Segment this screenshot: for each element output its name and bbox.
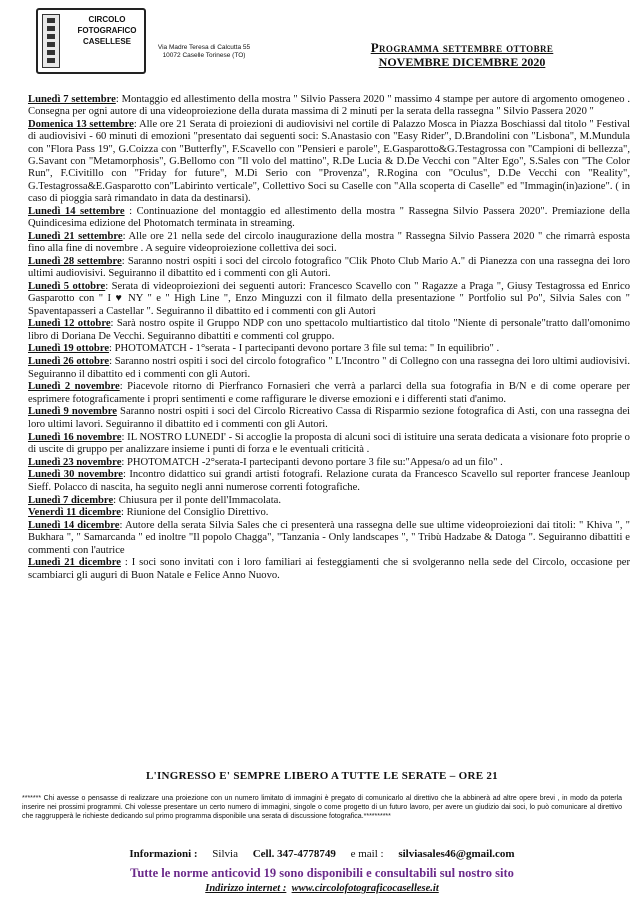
program-entry xyxy=(28,557,630,582)
website-line xyxy=(0,883,644,894)
free-entry-notice: L'INGRESSO E' SEMPRE LIBERO A TUTTE LE SERATE – ORE 21 xyxy=(145,770,498,782)
program-entry xyxy=(28,94,630,119)
entry-date: Lunedì 21 dicembre xyxy=(28,557,121,569)
entry-date: Lunedì 30 novembre xyxy=(28,469,123,481)
logo-line-3: CASELLESE xyxy=(82,37,131,46)
entry-date: Lunedì 26 ottobre xyxy=(28,356,110,368)
program-entry xyxy=(28,457,630,469)
website-label: Indirizzo internet : xyxy=(205,883,287,894)
entry-text: : Incontro didattico sui grandi artisti fotografi. Relazione curata da Francesco Scavello sul reporter francese Jeanloup Sieff. Polacco di nascita, ha seguito negli anni numerose correnti fotografiche. xyxy=(28,469,630,493)
entry-date: Lunedì 19 ottobre xyxy=(28,343,110,355)
program-entry xyxy=(28,318,630,343)
program-entry xyxy=(28,343,630,355)
program-entry xyxy=(28,206,630,231)
entry-date: Lunedì 21 settembre xyxy=(28,230,123,242)
entry-text: : IL NOSTRO LUNEDI' - Si accoglie la proposta di alcuni soci di istituire una serata dedicata a visionare foto proprie o di uscite di gruppo per analizzare insieme i punti di forza e le eventuali criticità . xyxy=(28,431,630,455)
address-line-2: 10072 Caselle Torinese (TO) xyxy=(162,52,246,59)
entry-text: : Saranno nostri ospiti i soci del circolo fotografico "Clik Photo Club Mario A." di Pianezza con una rassegna dei loro ultimi audiovisivi. Seguiranno il dibattito ed i commenti con gli Autori. xyxy=(28,255,630,280)
program-entry xyxy=(28,432,630,457)
entry-text: : Saranno nostri ospiti i soci del circolo fotografico " L'Incontro " di Collegno con una rassegna dei loro ultimi audiovisivi. Seguiranno il dibattito ed i commenti con gli Autori. xyxy=(28,356,631,380)
program-entry xyxy=(28,381,630,406)
entry-text: Saranno nostri ospiti i soci del Circolo Ricreativo Cassa di Risparmio sezione fotografica di Asti, con una rassegna dei loro ultimi lavori. Seguiranno il dibattito ed i commenti con gli Autori. xyxy=(28,406,630,430)
program-entry xyxy=(28,119,630,205)
entry-date: Lunedì 16 novembre xyxy=(28,431,122,443)
entry-date: Domenica 13 settembre xyxy=(28,119,134,131)
entry-text: : Autore della serata Silvia Sales che ci presenterà una rassegna delle sue ultime videoproiezioni dai titoli: " Khiva ", " Bukhara ", " Samarcanda " ed inoltre "Il popolo Chagga", "Tanzania - Only landscapes ", " Tribù Hadzabe & Datoga ". Seguiranno dibattiti e commenti con l'autrice xyxy=(28,520,630,556)
entry-text: : Alle ore 21 nella sede del circolo inaugurazione della mostra " Rassegna Silvio Passera 2020 " che rimarrà esposta fino alla fine di novembre . A seguire videoproiezione collettiva dei soci. xyxy=(28,230,630,255)
entry-date: Lunedì 7 settembre xyxy=(28,94,116,105)
info-label: Informazioni : xyxy=(129,848,198,860)
program-title xyxy=(292,40,632,70)
program-entry xyxy=(28,256,630,281)
program-entry xyxy=(28,507,630,519)
entry-text: : Sarà nostro ospite il Gruppo NDP con uno spettacolo multiartistico dal titolo "Niente di personale"tratto dall'omonimo libro di Doriana De Vecchi. Seguiranno dibattiti e commenti col gruppo. xyxy=(28,318,631,342)
program-entry xyxy=(28,231,630,256)
address-line-1: Via Madre Teresa di Calcutta 55 xyxy=(157,44,251,51)
program-entry xyxy=(28,520,630,557)
entry-text: : I soci sono invitati con i loro familiari ai festeggiamenti che si svolgeranno nella sede del Circolo, occasione per scambiarci gli auguri di Buon Natale e Felice Anno Nuovo. xyxy=(28,557,630,581)
program-entry xyxy=(28,281,630,318)
program-entry xyxy=(28,406,630,431)
anticovid-notice: Tutte le norme anticovid 19 sono disponibili e consultabili sul nostro sito xyxy=(130,866,514,880)
info-email[interactable]: silviasales46@gmail.com xyxy=(398,848,515,860)
entry-text: : Piacevole ritorno di Pierfranco Fornasieri che verrà a parlarci della sua fotografia in B/N e di come operare per esprimere fotograficamente i propri sentimenti e come raffigurare le diverse emozioni e i differenti stati d'animo. xyxy=(28,381,630,405)
entry-date: Lunedì 7 dicembre xyxy=(28,494,114,506)
title-line-2: NOVEMBRE DICEMBRE 2020 xyxy=(378,55,546,69)
entry-date: Lunedì 28 settembre xyxy=(28,255,122,267)
program-entry xyxy=(28,356,630,381)
entry-date: Lunedì 14 dicembre xyxy=(28,520,120,532)
info-name: Silvia xyxy=(212,848,238,860)
entry-text: : Riunione del Consiglio Direttivo. xyxy=(120,507,269,519)
entry-date: Lunedì 23 novembre xyxy=(28,456,122,468)
logo-line-2: FOTOGRAFICO xyxy=(77,26,137,35)
program-entry xyxy=(28,469,630,494)
entry-text: : PHOTOMATCH - 1°serata - I partecipanti devono portare 3 file sul tema: " In equilibrio" . xyxy=(109,343,500,355)
club-address xyxy=(148,44,260,60)
program-list xyxy=(28,94,630,583)
entry-date: Lunedì 2 novembre xyxy=(28,381,120,393)
entry-date: Lunedì 12 ottobre xyxy=(28,318,111,330)
logo-text xyxy=(68,14,146,47)
entry-text: : Alle ore 21 Serata di proiezioni di audiovisivi nel cortile di Palazzo Mosca in Piazza Boschiassi dal titolo " Festival di audiovisivi - 60 minuti di emozioni "presentato dai seguenti soci: S.Anastasio con "Easy Rider", D.Brandolini con "Lisbona", M.Mundula con "Flora Pass 19", G.Coizza con "Butterfly", F.Scavello con "Pensieri e parole", E.Gasparotto&G.Testagrossa con "Campioni di bellezza", G.Savant con "Metamorphosis", G.Bellomo con "Il volo del mattino", R.De Lucia & D.De Vecchi con "Alter Ego", S.Sales con "The Color Run", F.Civitillo con "Friday for future", M.Di Serio con "Provenza", R.Rogina con "Oculus", D.De Vecchi con "Reality", G.Testagrossa&E.Gasparotto con"Labirinto verticale", Collettivo Soci su Caselle con "Alla scoperta di Caselle" ed "Immagin(in)azione". ( in caso di pioggia sarà rimandato in data da destinarsi). xyxy=(28,119,630,204)
title-line-1: Programma settembre ottobre xyxy=(370,40,554,55)
info-cell: Cell. 347-4778749 xyxy=(252,848,336,860)
entry-text: : Continuazione del montaggio ed allestimento della mostra " Rassegna Silvio Passera 2020". Premiazione della Quindicesima edizione del Photomatch terminata in streaming. xyxy=(28,205,630,229)
contact-info xyxy=(0,848,644,860)
entry-date: Lunedì 5 ottobre xyxy=(28,280,106,292)
entry-date: Lunedì 9 novembre xyxy=(28,406,117,418)
logo-line-1: CIRCOLO xyxy=(88,15,126,24)
entry-text: : PHOTOMATCH -2°serata-I partecipanti devono portare 3 file su:"Appesa/o ad un filo" . xyxy=(121,456,503,468)
entry-text: : Chiusura per il ponte dell'Immacolata. xyxy=(113,494,281,506)
program-entry xyxy=(28,495,630,507)
entry-date: Lunedì 14 settembre xyxy=(28,205,125,217)
film-strip-icon xyxy=(42,14,60,68)
entry-text: : Montaggio ed allestimento della mostra " Silvio Passera 2020 " massimo 4 stampe per autore di argomento omogeneo . Consegna per ogni autore di una videoproiezione della durata massima di 2 minuti per la serata della rassegna " Silvio Passera 2020 " xyxy=(28,94,630,118)
footer-note: ******* Chi avesse o pensasse di realizzare una proiezione con un numero limitato di immagini è pregato di comunicarlo al direttivo che la abbinerà ad altre opere brevi , in modo da poterla inserire nei prossimi programmi. Chi volesse presentare un certo numero di immagini, singole o come progetto di un futuro lavoro, per avere un giudizio dai soci, lo può comunicare al direttivo che raggrupperà le richieste dedicando sul primo programma disponibile una serata di discussione fotografica.********** xyxy=(22,795,622,820)
info-email-label: e mail : xyxy=(350,848,384,860)
entry-date: Venerdì 11 dicembre xyxy=(28,507,121,519)
entry-text: : Serata di videoproiezioni dei seguenti autori: Francesco Scavello con " Ragazze a Praga ", Giusy Testagrossa ed Enrico Gasparotto con " I ♥ NY " e " High Line ", Enzo Minguzzi con il filmato della presentazione " Portfolio sul Po", Silvia Sales con " Spaventapasseri a Castellar ". Seguiranno il dibattito ed i commenti con gli Autori xyxy=(28,280,631,317)
website-link[interactable]: www.circolofotograficocasellese.it xyxy=(291,883,439,894)
club-logo xyxy=(36,8,146,74)
